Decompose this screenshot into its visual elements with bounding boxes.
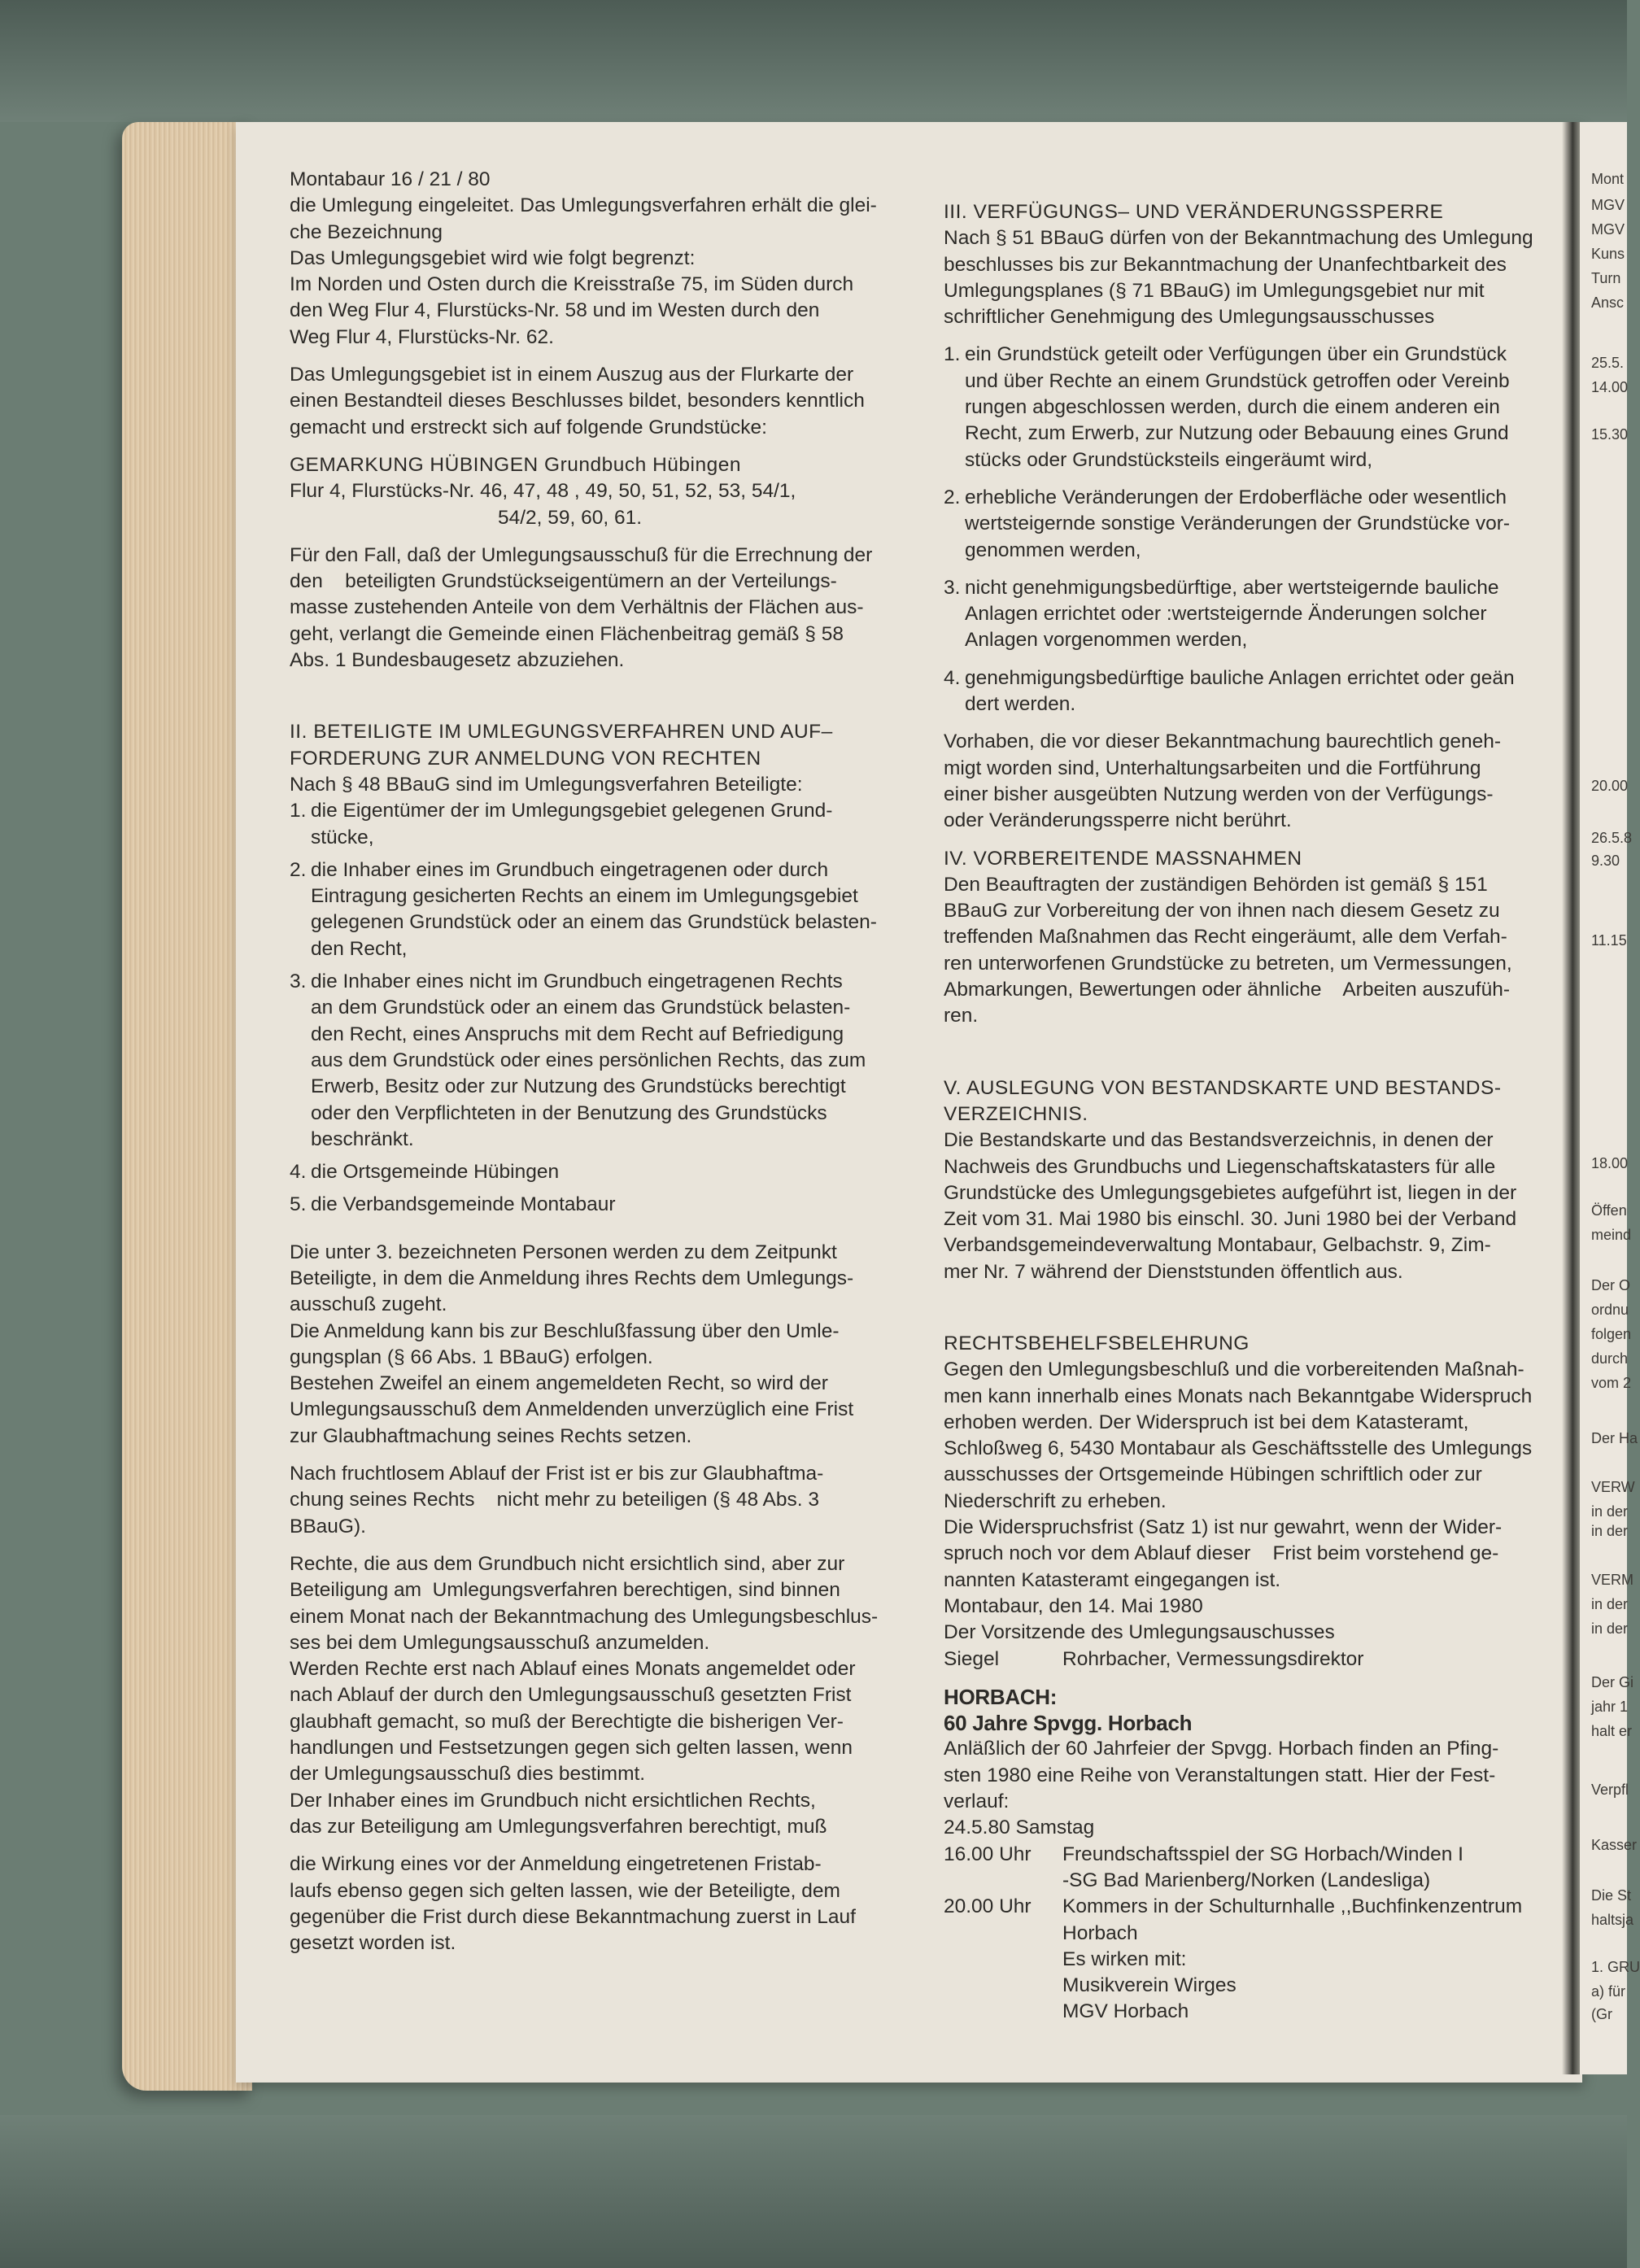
list-item-line: Eintragung gesicherten Rechts an einem im Umlegungsgebiet	[311, 885, 858, 908]
text-line: mer Nr. 7 während der Dienststunden öffentlich aus.	[944, 1260, 1403, 1283]
list-item-line: Anlagen vorgenommen werden,	[965, 629, 1248, 652]
next-page-fragment: (Gr	[1591, 2006, 1612, 2022]
page-header: Montabaur 16 / 21 / 80	[290, 168, 491, 190]
text-line: Im Norden und Osten durch die Kreisstraße 75, im Süden durch	[290, 273, 854, 296]
next-page-fragment: halt er	[1591, 1723, 1633, 1739]
next-page-fragment: VERM	[1591, 1572, 1634, 1588]
list-item-line: Erwerb, Besitz oder zur Nutzung des Grundstücks berechtigt	[311, 1075, 846, 1098]
text-line: glaubhaft gemacht, so muß der Berechtigte die bisherigen Ver-	[290, 1710, 844, 1733]
next-page-fragment: Turn	[1591, 270, 1621, 286]
text-line: Die Anmeldung kann bis zur Beschlußfassung über den Umle-	[290, 1319, 840, 1342]
section-2-heading: FORDERUNG ZUR ANMELDUNG VON RECHTEN	[290, 747, 761, 770]
section-3-heading: III. VERFÜGUNGS– UND VERÄNDERUNGSSPERRE	[944, 201, 1444, 223]
text-line: Vorhaben, die vor dieser Bekanntmachung baurechtlich geneh-	[944, 731, 1502, 753]
text-line: Flur 4, Flurstücks-Nr. 46, 47, 48 , 49, 50, 51, 52, 53, 54/1,	[290, 480, 796, 503]
text-line: ausschusses der Ortsgemeinde Hübingen schriftlich oder zur	[944, 1463, 1482, 1486]
list-item-line: die Inhaber eines nicht im Grundbuch eingetragenen Rechts	[311, 970, 843, 993]
text-line: ren.	[944, 1005, 979, 1027]
text-line: Gegen den Umlegungsbeschluß und die vorbereitenden Maßnah-	[944, 1359, 1524, 1381]
text-line: laufs ebenso gegen sich gelten lassen, wie der Beteiligte, dem	[290, 1879, 840, 1902]
text-line: Nach § 51 BBauG dürfen von der Bekanntmachung des Umlegung	[944, 227, 1533, 250]
list-item-line: aus dem Grundstück oder eines persönlichen Rechts, das zum	[311, 1049, 866, 1071]
event-text: Freundschaftsspiel der SG Horbach/Winden I	[1062, 1843, 1463, 1865]
text-line: ausschuß zugeht.	[290, 1293, 447, 1316]
list-item-text	[311, 969, 916, 1153]
text-line: Weg Flur 4, Flurstücks-Nr. 62.	[290, 325, 554, 348]
text-line: sten 1980 eine Reihe von Veranstaltungen statt. Hier der Fest-	[944, 1764, 1496, 1786]
section-5-heading: V. AUSLEGUNG VON BESTANDSKARTE UND BESTANDS-	[944, 1076, 1502, 1099]
list-item-number: 3.	[944, 576, 961, 599]
list-item-line: an dem Grundstück oder an einem das Grundstück belasten-	[311, 997, 851, 1019]
next-page-fragment: in der	[1591, 1620, 1629, 1637]
text-line: Nach fruchtlosem Ablauf der Frist ist er bis zur Glaubhaftma-	[290, 1463, 824, 1485]
text-line: che Bezeichnung	[290, 220, 443, 243]
list-item-number: 4.	[290, 1161, 307, 1184]
text-line: ses bei dem Umlegungsausschuß anzumelden.	[290, 1631, 710, 1654]
next-page-fragment: 18.00	[1591, 1155, 1629, 1171]
next-page-fragment: 11.15	[1591, 932, 1627, 949]
text-line: die Wirkung eines vor der Anmeldung eingetretenen Fristab-	[290, 1853, 822, 1876]
list-item-number: 2.	[944, 486, 961, 508]
book-gutter	[1562, 122, 1580, 2074]
event-text: Horbach	[1062, 1921, 1138, 1944]
next-page-fragment: Verpfl	[1591, 1782, 1629, 1798]
text-line: Verbandsgemeindeverwaltung Montabaur, Gelbachstr. 9, Zim-	[944, 1234, 1491, 1257]
next-page-fragment: vom 2	[1591, 1375, 1632, 1391]
text-line: ren unterworfenen Grundstücke zu betreten, um Vermessungen,	[944, 952, 1512, 975]
list-item-text	[965, 485, 1562, 564]
event-text: -SG Bad Marienberg/Norken (Landesliga)	[1062, 1869, 1431, 1891]
next-page-fragment: meind	[1591, 1227, 1632, 1243]
next-page-fragment: Öffen	[1591, 1202, 1627, 1219]
event-time	[944, 1973, 1062, 1999]
book-page-edges	[122, 122, 252, 2091]
list-item	[290, 798, 916, 851]
text-line: Der Inhaber eines im Grundbuch nicht ersichtlichen Rechts,	[290, 1789, 816, 1812]
text-line: Die Bestandskarte und das Bestandsverzeichnis, in denen der	[944, 1129, 1494, 1152]
date-line: Montabaur, den 14. Mai 1980	[944, 1594, 1203, 1617]
list-item-line: den Recht, eines Anspruchs mit dem Recht auf Befriedigung	[311, 1023, 844, 1045]
text-line: die Umlegung eingeleitet. Das Umlegungsverfahren erhält die glei-	[290, 194, 877, 217]
list-item-line: gelegenen Grundstück oder an einem das Grundstück belasten-	[311, 911, 877, 934]
event-text: Es wirken mit:	[1062, 1947, 1187, 1970]
left-column	[290, 167, 916, 1956]
list-item	[290, 1192, 916, 1218]
list-item-text	[311, 1192, 916, 1218]
text-line: erhoben werden. Der Widerspruch ist bei dem Katasteramt,	[944, 1411, 1469, 1433]
next-page-fragment: in der	[1591, 1503, 1629, 1520]
horbach-heading: HORBACH:	[944, 1684, 1058, 1709]
signer-name: Rohrbacher, Vermessungsdirektor	[1062, 1647, 1364, 1670]
text-line: Nach § 48 BBauG sind im Umlegungsverfahren Beteiligte:	[290, 773, 803, 796]
next-page-fragment: jahr 1	[1591, 1699, 1629, 1715]
text-line: Umlegungsplanes (§ 71 BBauG) im Umlegungsgebiet nur mit	[944, 279, 1485, 302]
event-time	[944, 1947, 1062, 1973]
event-date: 24.5.80 Samstag	[944, 1817, 1095, 1839]
binder-cover-bottom	[0, 2115, 1627, 2268]
event-time	[944, 1868, 1062, 1894]
next-page-fragment: Kasser	[1591, 1837, 1638, 1853]
text-line: Niederschrift zu erheben.	[944, 1489, 1167, 1512]
next-page-fragment: 14.00	[1591, 379, 1629, 395]
next-page-fragment: Der Ha	[1591, 1430, 1638, 1446]
next-page-fragment: Der O	[1591, 1277, 1631, 1293]
list-item-number: 1.	[290, 800, 307, 822]
event-time: 16.00 Uhr	[944, 1843, 1032, 1865]
event-row	[944, 1947, 1562, 1973]
gemarkung-heading: GEMARKUNG HÜBINGEN Grundbuch Hübingen	[290, 453, 741, 476]
list-item-number: 5.	[290, 1193, 307, 1216]
text-line: BBauG).	[290, 1515, 366, 1537]
event-text: MGV Horbach	[1062, 2000, 1189, 2023]
text-line: Abs. 1 Bundesbaugesetz abzuziehen.	[290, 649, 625, 672]
event-schedule	[944, 1842, 1562, 2026]
list-item-number: 1.	[944, 343, 961, 366]
text-line: spruch noch vor dem Ablauf dieser Frist beim vorstehend ge-	[944, 1542, 1499, 1565]
event-time	[944, 1921, 1062, 1947]
section-5-heading: VERZEICHNIS.	[944, 1102, 1088, 1125]
signer-title: Der Vorsitzende des Umlegungsauschusses	[944, 1621, 1335, 1644]
text-line: handlungen und Festsetzungen gegen sich gelten lassen, wenn	[290, 1737, 853, 1760]
list-item-line: die Verbandsgemeinde Montabaur	[311, 1193, 616, 1216]
list-item-line: dert werden.	[965, 693, 1076, 716]
list-item	[290, 857, 916, 962]
text-line: Die Widerspruchsfrist (Satz 1) ist nur gewahrt, wenn der Wider-	[944, 1516, 1503, 1539]
text-line: migt worden sind, Unterhaltungsarbeiten und die Fortführung	[944, 757, 1481, 779]
text-line: Abmarkungen, Bewertungen oder ähnliche Arbeiten auszufüh-	[944, 979, 1510, 1001]
text-line: gungsplan (§ 66 Abs. 1 BBauG) erfolgen.	[290, 1346, 653, 1368]
next-page-fragment: haltsja	[1591, 1912, 1634, 1928]
text-line: Beteiligung am Umlegungsverfahren berechtigen, sind binnen	[290, 1579, 840, 1602]
event-text: Musikverein Wirges	[1062, 1974, 1237, 1997]
list-item	[290, 969, 916, 1153]
list-item-line: die Eigentümer der im Umlegungsgebiet gelegenen Grund-	[311, 800, 833, 822]
list-item-text	[965, 575, 1562, 654]
list-item-text	[311, 1159, 916, 1185]
siegel-label: Siegel	[944, 1647, 1000, 1670]
list-item-text	[311, 798, 916, 851]
text-line: zur Glaubhaftmachung seines Rechts setzen.	[290, 1424, 692, 1447]
text-line: der Umlegungsausschuß dies bestimmt.	[290, 1763, 646, 1786]
text-line: einen Bestandteil dieses Beschlusses bildet, besonders kenntlich	[290, 390, 865, 412]
list-item-line: stücks oder Grundstücksteils eingeräumt wird,	[965, 448, 1373, 471]
participants-list	[290, 798, 916, 1218]
list-item-line: und über Rechte an einem Grundstück getroffen oder Vereinb	[965, 369, 1510, 392]
list-item	[944, 485, 1562, 564]
list-item-line: rungen abgeschlossen werden, durch die einem anderen ein	[965, 396, 1500, 419]
section-4-heading: IV. VORBEREITENDE MASSNAHMEN	[944, 847, 1302, 870]
event-text: Kommers in der Schulturnhalle ,,Buchfinkenzentrum	[1062, 1895, 1523, 1918]
next-page-fragment: MGV	[1591, 221, 1625, 238]
event-row	[944, 1868, 1562, 1894]
next-page-fragment: Mont	[1591, 171, 1625, 187]
next-page-fragment: Die St	[1591, 1887, 1632, 1904]
list-item-line: Anlagen errichtet oder :wertsteigernde Änderungen solcher	[965, 603, 1487, 626]
next-page-fragment: in der	[1591, 1523, 1629, 1539]
list-item-line: Recht, zum Erwerb, zur Nutzung oder Bebauung eines Grund	[965, 422, 1509, 445]
list-item-line: ein Grundstück geteilt oder Verfügungen über ein Grundstück	[965, 343, 1507, 366]
text-line: nach Ablauf der durch den Umlegungsausschuß gesetzten Frist	[290, 1684, 852, 1707]
next-page-strip	[1580, 122, 1640, 2074]
text-line: schriftlicher Genehmigung des Umlegungsausschusses	[944, 306, 1435, 329]
next-page-fragment: Kuns	[1591, 246, 1625, 262]
text-line: Die unter 3. bezeichneten Personen werden zu dem Zeitpunkt	[290, 1241, 837, 1263]
list-item-line: die Ortsgemeinde Hübingen	[311, 1161, 560, 1184]
list-item-line: wertsteigernde sonstige Veränderungen der Grundstücke vor-	[965, 512, 1511, 535]
list-item-line: nicht genehmigungsbedürftige, aber wertsteigernde bauliche	[965, 576, 1499, 599]
rechtsbehelfsbelehrung-heading: RECHTSBEHELFSBELEHRUNG	[944, 1332, 1250, 1354]
text-line: BBauG zur Vorbereitung der von ihnen nach diesem Gesetz zu	[944, 900, 1500, 922]
list-item-line: beschränkt.	[311, 1127, 414, 1150]
text-line: Beteiligte, in dem die Anmeldung ihres Rechts dem Umlegungs-	[290, 1267, 854, 1289]
text-line: chung seines Rechts nicht mehr zu beteiligen (§ 48 Abs. 3	[290, 1489, 819, 1511]
list-item-line: die Inhaber eines im Grundbuch eingetragenen oder durch	[311, 858, 829, 881]
next-page-fragment: 1. GRU	[1591, 1959, 1640, 1975]
list-item	[944, 665, 1562, 718]
event-row	[944, 1842, 1562, 1868]
list-item-number: 2.	[290, 858, 307, 881]
event-time	[944, 1999, 1062, 2025]
event-row	[944, 1921, 1562, 1947]
text-line: Werden Rechte erst nach Ablauf eines Monats angemeldet oder	[290, 1658, 856, 1681]
text-line: 54/2, 59, 60, 61.	[498, 506, 643, 529]
text-line: Das Umlegungsgebiet wird wie folgt begrenzt:	[290, 246, 696, 269]
signature-row	[944, 1646, 1562, 1673]
list-item-text	[311, 857, 916, 962]
next-page-fragment: 15.30	[1591, 426, 1629, 443]
text-line: Umlegungsausschuß dem Anmeldenden unverzüglich eine Frist	[290, 1398, 854, 1421]
list-item-text	[965, 342, 1562, 473]
text-line: den Weg Flur 4, Flurstücks-Nr. 58 und im Westen durch den	[290, 299, 820, 322]
list-item	[944, 342, 1562, 473]
right-column	[944, 199, 1562, 2026]
text-line: treffenden Maßnahmen das Recht eingeräumt, alle dem Verfah-	[944, 926, 1507, 949]
list-item-line: genommen werden,	[965, 539, 1141, 561]
event-row	[944, 1894, 1562, 1920]
text-line: masse zustehenden Anteile von dem Verhältnis der Flächen aus-	[290, 596, 864, 619]
next-page-fragment: Ansc	[1591, 294, 1625, 311]
binder-cover-top	[0, 0, 1627, 122]
text-line: Anläßlich der 60 Jahrfeier der Spvgg. Horbach finden an Pfing-	[944, 1738, 1499, 1760]
list-item	[290, 1159, 916, 1185]
next-page-fragment: a) für	[1591, 1983, 1626, 2000]
next-page-fragment: MGV	[1591, 197, 1625, 213]
event-time: 20.00 Uhr	[944, 1895, 1032, 1918]
next-page-fragment: in der	[1591, 1596, 1629, 1612]
next-page-fragment: 20.00	[1591, 778, 1629, 794]
text-line: den beteiligten Grundstückseigentümern an der Verteilungs-	[290, 570, 837, 593]
event-row	[944, 1973, 1562, 1999]
text-line: gemacht und erstreckt sich auf folgende Grundstücke:	[290, 416, 767, 438]
list-item-line: stücke,	[311, 826, 374, 848]
text-line: Nachweis des Grundbuchs und Liegenschaftskatasters für alle	[944, 1155, 1496, 1178]
text-line: Den Beauftragten der zuständigen Behörden ist gemäß § 151	[944, 873, 1488, 896]
list-item-text	[965, 665, 1562, 718]
text-line: Bestehen Zweifel an einem angemeldeten Recht, so wird der	[290, 1372, 828, 1395]
text-line: Zeit vom 31. Mai 1980 bis einschl. 30. Juni 1980 bei der Verband	[944, 1208, 1517, 1231]
text-line: Schloßweg 6, 5430 Montabaur als Geschäftsstelle des Umlegungs	[944, 1437, 1533, 1460]
next-page-fragment: ordnu	[1591, 1302, 1629, 1318]
list-item-number: 4.	[944, 666, 961, 689]
text-line: einer bisher ausgeübten Nutzung werden von der Verfügungs-	[944, 783, 1494, 805]
text-line: gesetzt worden ist.	[290, 1932, 456, 1955]
text-line: oder Veränderungssperre nicht berührt.	[944, 809, 1292, 832]
text-line: verlauf:	[944, 1790, 1010, 1813]
next-page-fragment: VERW	[1591, 1479, 1635, 1495]
list-item	[944, 575, 1562, 654]
next-page-fragment: folgen	[1591, 1326, 1632, 1342]
text-line: Für den Fall, daß der Umlegungsausschuß für die Errechnung der	[290, 543, 873, 566]
next-page-fragment: 26.5.8	[1591, 830, 1633, 846]
horbach-subheading: 60 Jahre Spvgg. Horbach	[944, 1711, 1193, 1736]
next-page-fragment: Der Gi	[1591, 1674, 1634, 1690]
next-page-fragment: 25.5.	[1591, 355, 1625, 371]
list-item-line: erhebliche Veränderungen der Erdoberfläche oder wesentlich	[965, 486, 1507, 508]
text-line: nannten Katasteramt eingegangen ist.	[944, 1568, 1281, 1591]
restrictions-list	[944, 342, 1562, 717]
next-page-fragment: 9.30	[1591, 853, 1620, 869]
text-line: Grundstücke des Umlegungsgebietes aufgeführt ist, liegen in der	[944, 1181, 1517, 1204]
text-line: Rechte, die aus dem Grundbuch nicht ersichtlich sind, aber zur	[290, 1552, 845, 1575]
next-page-fragment: durch	[1591, 1350, 1629, 1367]
list-item-line: genehmigungsbedürftige bauliche Anlagen errichtet oder geän	[965, 666, 1515, 689]
text-line: Das Umlegungsgebiet ist in einem Auszug aus der Flurkarte der	[290, 364, 854, 386]
list-item-number: 3.	[290, 970, 307, 993]
text-line: gegenüber die Frist durch diese Bekanntmachung zuerst in Lauf	[290, 1905, 856, 1928]
text-line: beschlusses bis zur Bekanntmachung der Unanfechtbarkeit des	[944, 253, 1507, 276]
section-2-heading: II. BETEILIGTE IM UMLEGUNGSVERFAHREN UND AUF–	[290, 721, 833, 744]
list-item-line: oder den Verpflichteten in der Benutzung des Grundstücks	[311, 1101, 827, 1124]
text-line: men kann innerhalb eines Monats nach Bekanntgabe Widerspruch	[944, 1385, 1533, 1407]
text-line: geht, verlangt die Gemeinde einen Flächenbeitrag gemäß § 58	[290, 622, 844, 645]
event-row	[944, 1999, 1562, 2025]
text-line: das zur Beteiligung am Umlegungsverfahren berechtigt, muß	[290, 1815, 827, 1838]
list-item-line: den Recht,	[311, 937, 408, 960]
text-line: einem Monat nach der Bekanntmachung des Umlegungsbeschlus-	[290, 1605, 879, 1628]
